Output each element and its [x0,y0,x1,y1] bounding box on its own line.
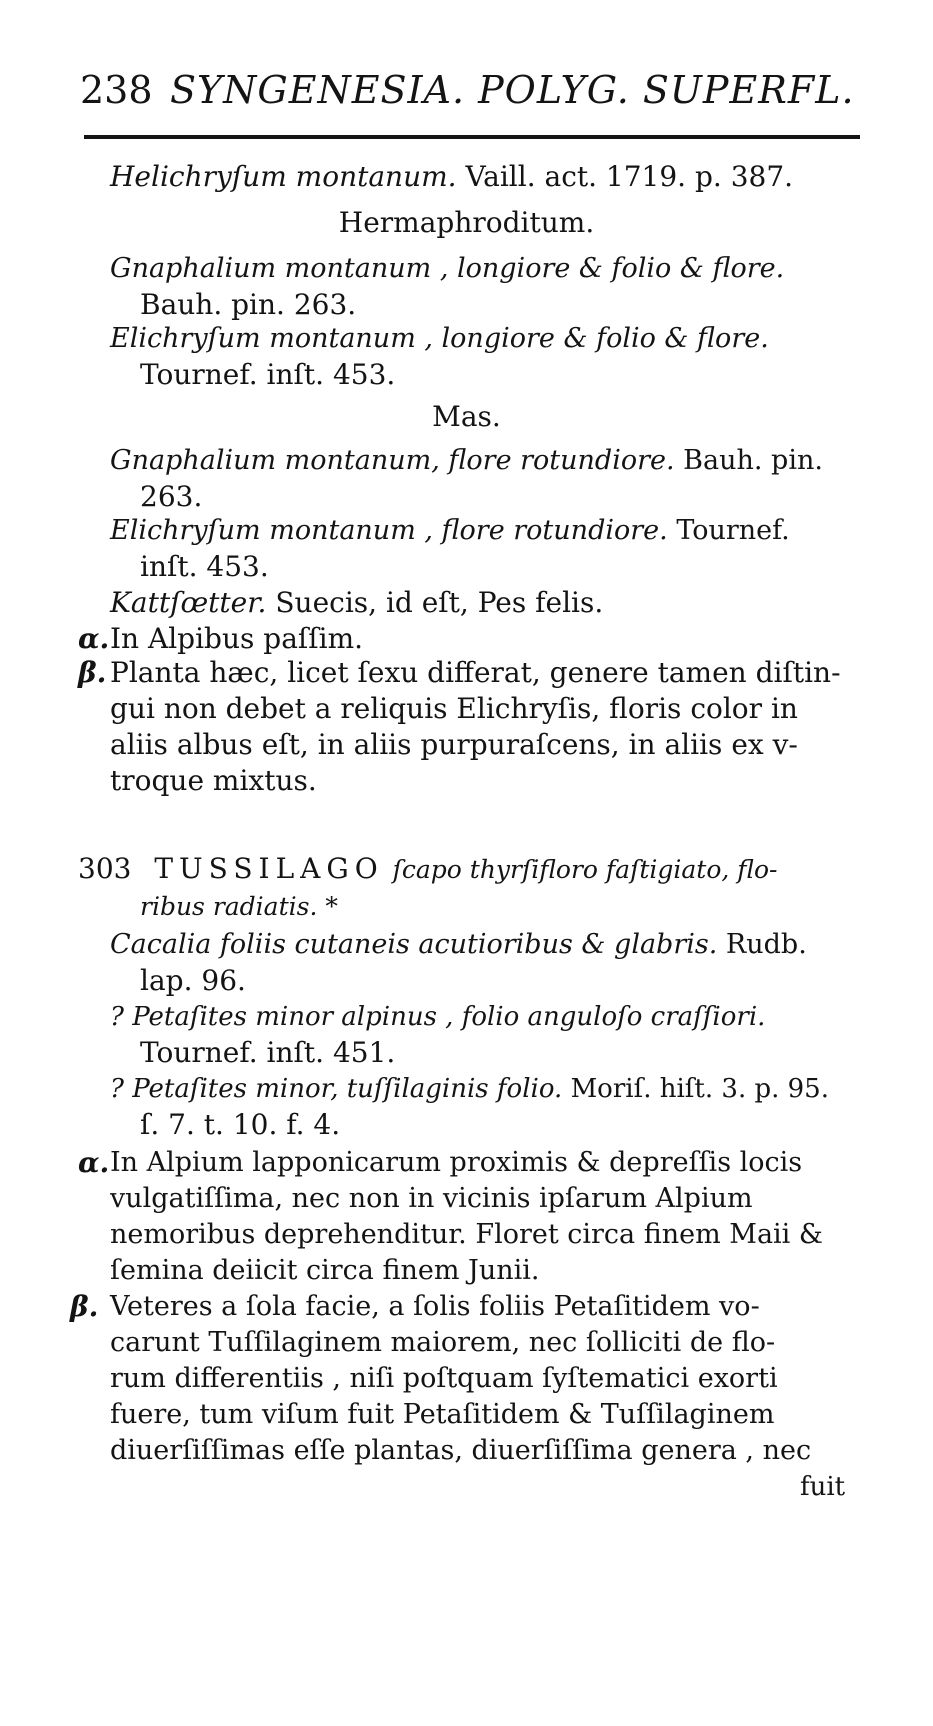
beta-marker: β. [70,1290,99,1323]
synonym-reference: ſ. 7. t. 10. f. 4. [140,1108,341,1141]
alpha-marker: α. [78,1146,110,1179]
catchword: fuit [800,1472,846,1502]
synonym-reference: lap. 96. [140,964,246,997]
vernacular-name: Kattſœtter. Suecis, id eſt, Pes felis. [110,586,604,619]
header-rule [84,135,860,139]
observation-line: gui non debet a reliquis Elichryſis, floris color in [110,692,798,725]
synonym-reference: Bauh. pin. 263. [140,288,357,321]
observation-line: Veteres a ſola facie, a ſolis foliis Petaſitidem vo- [110,1291,760,1322]
running-title: SYNGENESIA. POLYG. SUPERFL. [170,68,855,112]
synonym-reference: 263. [140,480,203,513]
page-number: 238 [80,68,153,112]
synonym-line: Helichryſum montanum. Vaill. act. 1719. p. 387. [110,160,794,193]
synonym-line: Cacalia foliis cutaneis acutioribus & glabris. Rudb. [110,929,807,960]
species-entry-heading [78,852,777,887]
species-number: 303 [78,852,132,885]
observation-line: Planta hæc, licet ſexu differat, genere tamen diſtin- [110,656,841,689]
habitat-line: In Alpium lapponicarum proximis & depreſſis locis [110,1147,803,1178]
observation-line: troque mixtus. [110,764,317,797]
observation-line: fuere, tum viſum fuit Petaſitidem & Tuſſilaginem [110,1399,775,1430]
synonym-line: ? Petaſites minor, tuſſilaginis folio. Moriſ. hiſt. 3. p. 95. [110,1074,829,1104]
subheading-mas: Mas. [432,400,501,433]
synonym-line: Gnaphalium montanum, flore rotundiore. Bauh. pin. [110,445,823,476]
diagnosis: ſcapo thyrſifloro faſtigiato, flo- [392,855,778,884]
page-header [80,68,870,128]
observation-line: carunt Tuſſilaginem maiorem, nec ſolliciti de flo- [110,1327,776,1358]
synonym-line: ? Petaſites minor alpinus , folio anguloſo craſſiori. [110,1002,766,1032]
synonym-reference: Tournef. inſt. 451. [140,1036,396,1069]
synonym-line: Elichryſum montanum , flore rotundiore. Tournef. [110,515,790,546]
synonym-line: Gnaphalium montanum , longiore & folio & flore. [110,253,785,284]
beta-marker: β. [78,656,107,689]
observation-line: rum differentiis , niſi poſtquam ſyſtematici exorti [110,1363,778,1394]
habitat-line: vulgatiſſima, nec non in vicinis ipſarum Alpium [110,1183,753,1214]
habitat-line: ſemina deiicit circa finem Junii. [110,1255,540,1286]
observation-line: diuerſiſſimas eſſe plantas, diuerſiſſima genera , nec [110,1435,812,1466]
synonym-reference: inſt. 453. [140,550,269,583]
subheading-hermaphroditum: Hermaphroditum. [338,206,595,239]
diagnosis-continued: ribus radiatis. * [140,892,338,921]
synonym-line: Elichryſum montanum , longiore & folio & flore. [110,323,769,354]
alpha-marker: α. [78,622,110,655]
synonym-reference: Tournef. inſt. 453. [140,358,396,391]
habitat-note: In Alpibus paſſim. [110,622,364,655]
habitat-line: nemoribus deprehenditur. Floret circa finem Maii & [110,1219,823,1250]
observation-line: aliis albus eſt, in aliis purpuraſcens, in aliis ex v- [110,728,798,761]
genus-name: TUSSILAGO [154,852,384,885]
